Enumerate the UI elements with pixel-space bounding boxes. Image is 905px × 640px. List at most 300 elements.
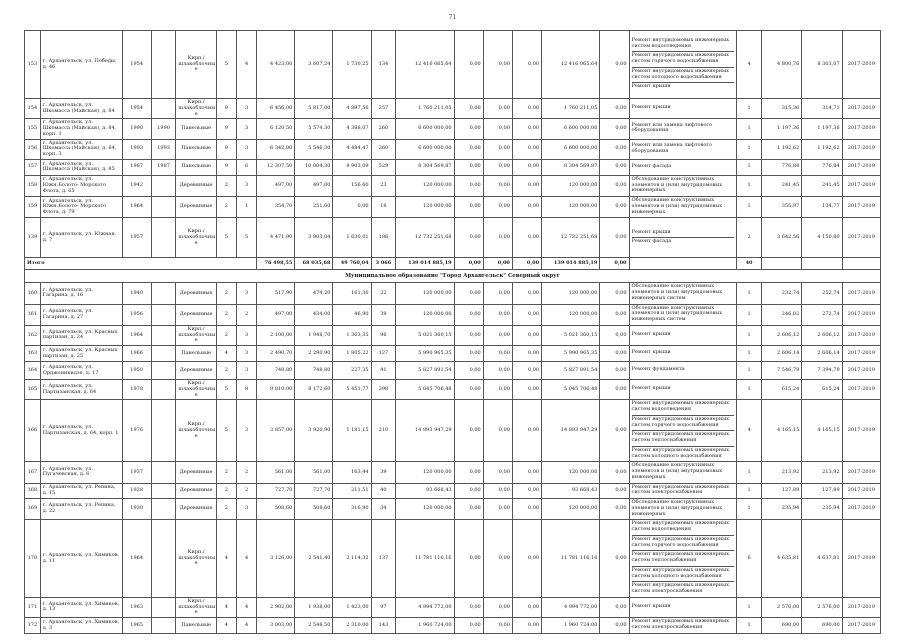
row-number: 167 (25, 462, 41, 483)
wall-material-cell: Панельные (176, 618, 216, 634)
residents-cell: 298 (371, 380, 396, 400)
commission-year-cell (151, 400, 176, 462)
total-area-cell: 12 307,50 (257, 159, 295, 175)
address-cell: г. Архангельск, ул. Красных партизан, д. 24 (40, 325, 122, 345)
works-count-cell: 1 (737, 462, 762, 483)
table-row (25, 597, 881, 617)
works-count-cell: 6 (737, 520, 762, 598)
residential-area-cell: 163,44 (333, 462, 371, 483)
unit-cost-cell: 690,00 (761, 618, 801, 634)
total-cost-cell: 5 990 965,35 (396, 346, 454, 362)
owners-cost-cell: 4 994 772,00 (542, 597, 600, 617)
row-number: 165 (25, 380, 41, 400)
works-count-sum: 40 (737, 258, 762, 270)
works-cell (629, 597, 737, 617)
total-cost-cell: 1 760 211,05 (396, 99, 454, 119)
works-cell (629, 139, 737, 159)
owners-cost-cell: 5 045 706,48 (542, 380, 600, 400)
works-count-cell: 1 (737, 197, 762, 218)
works-cell (629, 197, 737, 218)
build-year-cell: 1928 (122, 483, 151, 499)
works-cell (629, 304, 737, 325)
municipal-cost-cell: 0,00 (512, 31, 541, 99)
premises-area-cell: 1 938,00 (295, 597, 333, 617)
build-year-cell: 1950 (122, 362, 151, 380)
work-item: Ремонт внутридомовых инженерных систем теплоснабжения (632, 551, 735, 567)
total-area-cell: 6 120,50 (257, 119, 295, 139)
row-number: 162 (25, 325, 41, 345)
plan-years-cell: 2017-2019 (842, 119, 880, 139)
fund-cost-cell: 0,00 (454, 362, 483, 380)
residential-area-cell: 2 114,32 (333, 520, 371, 598)
residents-cell: 529 (371, 159, 396, 175)
unit-cost-cell: 235,94 (761, 499, 801, 520)
address-cell: г. Архангельск, ул. Южная, д. 7 (40, 218, 122, 258)
table-row (25, 346, 881, 362)
floors-cell: 2 (216, 304, 236, 325)
residential-area-cell: 1 181,15 (333, 400, 371, 462)
unit-cost-cell: 315,36 (761, 99, 801, 119)
total-area-cell: 4 471,90 (257, 218, 295, 258)
regional-cost-cell: 0,00 (483, 618, 512, 634)
table-row (25, 618, 881, 634)
regional-cost-cell: 0,00 (483, 99, 512, 119)
total-area-cell: 727,70 (257, 483, 295, 499)
commission-year-cell: 1993 (151, 139, 176, 159)
municipal-cost-cell: 0,00 (512, 400, 541, 462)
fund-cost-cell: 0,00 (454, 159, 483, 175)
owners-cost-cell: 120 000,00 (542, 462, 600, 483)
plan-years-cell: 2017-2019 (842, 462, 880, 483)
residential-area-cell: 211,51 (333, 483, 371, 499)
owners-cost-cell: 8 304 569,87 (542, 159, 600, 175)
owners-cost-cell: 5 827 891,54 (542, 362, 600, 380)
premises-area-sum: 68 035,68 (295, 258, 333, 270)
entrances-cell: 8 (236, 380, 256, 400)
works-count-cell: 1 (737, 380, 762, 400)
entrances-cell: 1 (236, 197, 256, 218)
residential-area-cell: 0,00 (333, 197, 371, 218)
entrances-cell: 3 (236, 139, 256, 159)
unit-cost-cell: 2 606,12 (761, 325, 801, 345)
regional-cost-cell: 0,00 (483, 325, 512, 345)
work-item: Ремонт или замена лифтового оборудования (631, 141, 713, 154)
entrances-cell: 6 (236, 159, 256, 175)
residents-cell: 22 (371, 283, 396, 304)
premises-area-cell: 497,00 (295, 175, 333, 196)
address-cell: г. Архангельск, ул. Орджоникидзе, д. 17 (40, 362, 122, 380)
works-cell (629, 618, 737, 634)
row-number: 168 (25, 483, 41, 499)
total-area-cell: 497,00 (257, 175, 295, 196)
works-count-cell: 1 (737, 483, 762, 499)
row-number: 159 (25, 197, 41, 218)
works-cell (629, 31, 737, 99)
municipal-cost-cell: 0,00 (512, 520, 541, 598)
residential-area-cell: 227,35 (333, 362, 371, 380)
residential-area-cell: 2 310,00 (333, 618, 371, 634)
total-area-sum: 76 498,55 (257, 258, 295, 270)
other-cost-cell: 0,00 (600, 159, 629, 175)
wall-material-cell: Деревянные (176, 483, 216, 499)
premises-area-cell: 3 903,04 (295, 218, 333, 258)
total-cost-cell: 93 668,43 (396, 483, 454, 499)
address-cell: г. Архангельск, ул. Химиков, д. 3 (40, 618, 122, 634)
work-item: Ремонт внутридомовых инженерных систем водоотведения (632, 520, 735, 536)
wall-material-cell: Кирп./ шлакоблочны е (176, 520, 216, 598)
address-cell: г. Архангельск, ул. Шкомасса (Майская), д. 84, корп. 3 (40, 139, 122, 159)
build-year-cell: 1987 (122, 159, 151, 175)
total-cost-cell: 12 732 251,68 (396, 218, 454, 258)
unit-cost-cell: 615,24 (761, 380, 801, 400)
residential-area-cell: 1 805,22 (333, 346, 371, 362)
row-number: 170 (25, 520, 41, 598)
wall-material-cell: Деревянные (176, 283, 216, 304)
municipal-cost-cell: 0,00 (512, 618, 541, 634)
entrances-cell: 4 (236, 31, 256, 99)
premises-area-cell: 434,00 (295, 304, 333, 325)
municipal-cost-cell: 0,00 (512, 346, 541, 362)
build-year-cell: 1956 (122, 304, 151, 325)
address-cell: г. Архангельск, ул. Химиков, д. 13 (40, 597, 122, 617)
works-count-cell: 1 (737, 499, 762, 520)
regional-cost-sum: 0,00 (483, 258, 512, 270)
limit-cost-cell: 615,24 (802, 380, 842, 400)
other-cost-cell: 0,00 (600, 618, 629, 634)
other-cost-cell: 0,00 (600, 99, 629, 119)
entrances-cell: 3 (236, 346, 256, 362)
address-cell: г. Архангельск, ул. Шкомасса (Майская), д. 85 (40, 159, 122, 175)
premises-area-cell: 474,20 (295, 283, 333, 304)
owners-cost-cell: 120 000,00 (542, 499, 600, 520)
unit-cost-cell: 241,45 (761, 175, 801, 196)
premises-area-cell: 2 541,40 (295, 520, 333, 598)
entrances-cell: 3 (236, 175, 256, 196)
residential-area-cell: 4 897,56 (333, 99, 371, 119)
floors-cell: 2 (216, 462, 236, 483)
residents-cell: 127 (371, 346, 396, 362)
residential-area-cell: 1 630,01 (333, 218, 371, 258)
premises-area-cell: 1 948,70 (295, 325, 333, 345)
premises-area-cell: 3 607,24 (295, 31, 333, 99)
owners-cost-cell: 12 732 251,68 (542, 218, 600, 258)
unit-cost-cell: 4 635,81 (761, 520, 801, 598)
total-cost-sum: 139 014 885,19 (396, 258, 454, 270)
wall-material-cell: Деревянные (176, 499, 216, 520)
wall-material-cell: Кирп./ шлакоблочны е (176, 380, 216, 400)
residential-area-cell: 1 363,35 (333, 325, 371, 345)
wall-material-cell: Кирп./ шлакоблочны е (176, 99, 216, 119)
commission-year-cell (151, 175, 176, 196)
wall-material-cell: Кирп./ шлакоблочны е (176, 597, 216, 617)
regional-cost-cell: 0,00 (483, 119, 512, 139)
entrances-cell: 3 (236, 325, 256, 345)
works-cell (629, 99, 737, 119)
floors-cell: 5 (216, 31, 236, 99)
owners-cost-cell: 120 000,00 (542, 197, 600, 218)
entrances-cell: 4 (236, 520, 256, 598)
table-row (25, 362, 881, 380)
owners-cost-cell: 93 668,43 (542, 483, 600, 499)
premises-area-cell: 10 004,30 (295, 159, 333, 175)
commission-year-cell (151, 31, 176, 99)
wall-material-cell: Деревянные (176, 462, 216, 483)
wall-material-cell: Панельные (176, 159, 216, 175)
premises-area-cell: 2 290,90 (295, 346, 333, 362)
blank-cell (802, 258, 842, 270)
work-item: Обследование конструктивных элементов и (или) внутридомовых инженерных систем (631, 304, 723, 322)
address-cell: г. Архангельск, ул. Репина, д. 22 (40, 499, 122, 520)
residential-area-cell: 4 484,47 (333, 139, 371, 159)
unit-cost-cell: 4 165,15 (761, 400, 801, 462)
unit-cost-cell: 127,89 (761, 483, 801, 499)
limit-cost-cell: 235,94 (802, 499, 842, 520)
municipal-cost-cell: 0,00 (512, 218, 541, 258)
wall-material-cell: Деревянные (176, 304, 216, 325)
floors-cell: 9 (216, 99, 236, 119)
limit-cost-cell: 7 394,79 (802, 362, 842, 380)
build-year-cell: 1954 (122, 99, 151, 119)
limit-cost-cell: 4 637,81 (802, 520, 842, 598)
entrances-cell: 2 (236, 483, 256, 499)
work-item: Ремонт внутридомовых инженерных систем горячего водоснабжения (632, 416, 735, 432)
table-row (25, 119, 881, 139)
commission-year-cell (151, 597, 176, 617)
build-year-cell: 1957 (122, 218, 151, 258)
work-item: Ремонт крыши (632, 229, 735, 239)
residential-area-cell: 156,60 (333, 175, 371, 196)
unit-cost-cell: 213,92 (761, 462, 801, 483)
work-item: Ремонт фасада (631, 238, 672, 245)
entrances-cell: 4 (236, 618, 256, 634)
works-cell (629, 400, 737, 462)
works-sum-blank (629, 258, 737, 270)
unit-cost-cell: 1 197,36 (761, 119, 801, 139)
total-area-cell: 748,80 (257, 362, 295, 380)
floors-cell: 2 (216, 499, 236, 520)
build-year-cell: 1964 (122, 520, 151, 598)
wall-material-cell: Кирп./ шлакоблочны е (176, 325, 216, 345)
entrances-cell: 3 (236, 499, 256, 520)
floors-cell: 4 (216, 618, 236, 634)
row-number: 139 (25, 218, 41, 258)
row-number: 171 (25, 597, 41, 617)
other-cost-cell: 0,00 (600, 462, 629, 483)
premises-area-cell: 3 920,90 (295, 400, 333, 462)
capital-repair-table (24, 30, 881, 634)
address-cell: г. Архангельск, ул. Победы, д. 46 (40, 31, 122, 99)
residents-cell: 210 (371, 400, 396, 462)
municipal-cost-cell: 0,00 (512, 483, 541, 499)
residents-cell: 34 (371, 499, 396, 520)
commission-year-cell (151, 483, 176, 499)
table-row (25, 462, 881, 483)
address-cell: г. Архангельск, ул. Южн.Болото- Морского Флота, д. 79 (40, 197, 122, 218)
works-count-cell: 1 (737, 346, 762, 362)
row-number: 164 (25, 362, 41, 380)
row-number: 161 (25, 304, 41, 325)
commission-year-cell (151, 218, 176, 258)
floors-cell: 4 (216, 597, 236, 617)
work-item: Ремонт внутридомовых инженерных систем электроснабжения (631, 483, 729, 496)
total-cost-cell: 4 994 772,00 (396, 597, 454, 617)
owners-cost-sum: 139 014 885,19 (542, 258, 600, 270)
entrances-cell: 2 (236, 462, 256, 483)
residential-area-cell: 316,90 (333, 499, 371, 520)
commission-year-cell (151, 283, 176, 304)
total-cost-cell: 6 600 000,00 (396, 119, 454, 139)
fund-cost-cell: 0,00 (454, 325, 483, 345)
fund-cost-cell: 0,00 (454, 462, 483, 483)
limit-cost-cell: 690,00 (802, 618, 842, 634)
total-cost-cell: 120 000,00 (396, 283, 454, 304)
floors-cell: 2 (216, 325, 236, 345)
municipal-cost-cell: 0,00 (512, 283, 541, 304)
commission-year-cell (151, 304, 176, 325)
fund-cost-cell: 0,00 (454, 99, 483, 119)
work-item: Обследование конструктивных элементов и (или) внутридомовых инженерных (631, 197, 723, 215)
plan-years-cell: 2017-2019 (842, 362, 880, 380)
other-cost-cell: 0,00 (600, 597, 629, 617)
residential-area-cell: 8 903,09 (333, 159, 371, 175)
municipal-cost-cell: 0,00 (512, 139, 541, 159)
works-count-cell: 1 (737, 175, 762, 196)
address-cell: г. Архангельск, ул. Шкомасса (Майская), д. 84 (40, 99, 122, 119)
work-item: Ремонт крыши (631, 331, 671, 337)
work-item: Ремонт крыши (631, 349, 671, 356)
table-row (25, 520, 881, 598)
residential-area-cell: 1 730,25 (333, 31, 371, 99)
plan-years-cell: 2017-2019 (842, 175, 880, 196)
plan-years-cell: 2017-2019 (842, 380, 880, 400)
municipal-cost-sum: 0,00 (512, 258, 541, 270)
limit-cost-cell: 4 165,15 (802, 400, 842, 462)
premises-area-cell: 5 546,30 (295, 139, 333, 159)
unit-cost-cell: 1 192,62 (761, 139, 801, 159)
entrances-cell: 3 (236, 283, 256, 304)
works-cell (629, 483, 737, 499)
total-row (25, 258, 881, 270)
residents-cell: 134 (371, 31, 396, 99)
build-year-cell: 1993 (122, 139, 151, 159)
works-cell (629, 380, 737, 400)
municipal-cost-cell: 0,00 (512, 462, 541, 483)
address-cell: г. Архангельск, ул. Репина, д. 15 (40, 483, 122, 499)
total-area-cell: 4 423,00 (257, 31, 295, 99)
build-year-cell: 1940 (122, 283, 151, 304)
fund-cost-cell: 0,00 (454, 346, 483, 362)
fund-cost-cell: 0,00 (454, 400, 483, 462)
entrances-cell: 3 (236, 362, 256, 380)
works-cell (629, 218, 737, 258)
regional-cost-cell: 0,00 (483, 304, 512, 325)
fund-cost-cell: 0,00 (454, 304, 483, 325)
other-cost-cell: 0,00 (600, 139, 629, 159)
wall-material-cell: Кирп./ шлакоблочны е (176, 218, 216, 258)
limit-cost-cell: 8 303,07 (802, 31, 842, 99)
residents-cell: 18 (371, 197, 396, 218)
total-cost-cell: 5 021 360,15 (396, 325, 454, 345)
owners-cost-cell: 1 760 211,05 (542, 99, 600, 119)
other-cost-cell: 0,00 (600, 380, 629, 400)
commission-year-cell (151, 197, 176, 218)
work-item: Ремонт внутридомовых инженерных систем холодного водоснабжения (631, 446, 729, 459)
wall-material-cell: Панельные (176, 119, 216, 139)
row-number: 158 (25, 175, 41, 196)
address-cell: г. Архангельск, ул. Гагарина, д. 16 (40, 283, 122, 304)
regional-cost-cell: 0,00 (483, 218, 512, 258)
table-row (25, 400, 881, 462)
total-area-cell: 3 126,00 (257, 520, 295, 598)
owners-cost-cell: 120 000,00 (542, 283, 600, 304)
table-row (25, 175, 881, 196)
total-area-cell: 2 100,00 (257, 325, 295, 345)
other-cost-cell: 0,00 (600, 283, 629, 304)
unit-cost-cell: 2 606,14 (761, 346, 801, 362)
regional-cost-cell: 0,00 (483, 362, 512, 380)
blank-cell (761, 258, 801, 270)
total-area-cell: 6 342,00 (257, 139, 295, 159)
plan-years-cell: 2017-2019 (842, 618, 880, 634)
works-count-cell: 1 (737, 618, 762, 634)
floors-cell: 4 (216, 346, 236, 362)
row-number: 172 (25, 618, 41, 634)
residents-cell: 97 (371, 597, 396, 617)
wall-material-cell: Деревянные (176, 362, 216, 380)
plan-years-cell: 2017-2019 (842, 31, 880, 99)
owners-cost-cell: 6 600 000,00 (542, 139, 600, 159)
other-cost-cell: 0,00 (600, 304, 629, 325)
table-row (25, 31, 881, 99)
table-row (25, 499, 881, 520)
unit-cost-cell: 776,84 (761, 159, 801, 175)
wall-material-cell: Панельные (176, 346, 216, 362)
total-cost-cell: 8 304 569,87 (396, 159, 454, 175)
total-cost-cell: 1 960 724,00 (396, 618, 454, 634)
municipal-cost-cell: 0,00 (512, 119, 541, 139)
works-count-cell: 1 (737, 119, 762, 139)
works-count-cell: 4 (737, 400, 762, 462)
unit-cost-cell: 246,02 (761, 304, 801, 325)
regional-cost-cell: 0,00 (483, 499, 512, 520)
work-item: Обследование конструктивных элементов и (или) внутридомовых инженерных (631, 499, 723, 517)
municipal-cost-cell: 0,00 (512, 380, 541, 400)
build-year-cell: 1966 (122, 346, 151, 362)
premises-area-cell: 508,60 (295, 499, 333, 520)
table-row (25, 380, 881, 400)
residential-area-cell: 46,90 (333, 304, 371, 325)
build-year-cell: 1937 (122, 462, 151, 483)
fund-cost-cell: 0,00 (454, 283, 483, 304)
unit-cost-cell: 7 546,79 (761, 362, 801, 380)
total-area-cell: 354,70 (257, 197, 295, 218)
unit-cost-cell: 4 800,76 (761, 31, 801, 99)
regional-cost-cell: 0,00 (483, 520, 512, 598)
works-count-cell: 1 (737, 597, 762, 617)
row-number: 153 (25, 31, 41, 99)
other-cost-cell: 0,00 (600, 362, 629, 380)
work-item: Ремонт крыши (631, 603, 671, 609)
regional-cost-cell: 0,00 (483, 462, 512, 483)
commission-year-cell (151, 346, 176, 362)
work-item: Ремонт внутридомовых инженерных систем холодного водоснабжения (632, 68, 735, 84)
fund-cost-cell: 0,00 (454, 218, 483, 258)
fund-cost-cell: 0,00 (454, 197, 483, 218)
floors-cell: 4 (216, 520, 236, 598)
wall-material-cell: Кирп./ шлакоблочны е (176, 31, 216, 99)
address-cell: г. Архангельск, ул. Партизанская, д. 64, корп. 1 (40, 400, 122, 462)
limit-cost-cell: 4 150,80 (802, 218, 842, 258)
